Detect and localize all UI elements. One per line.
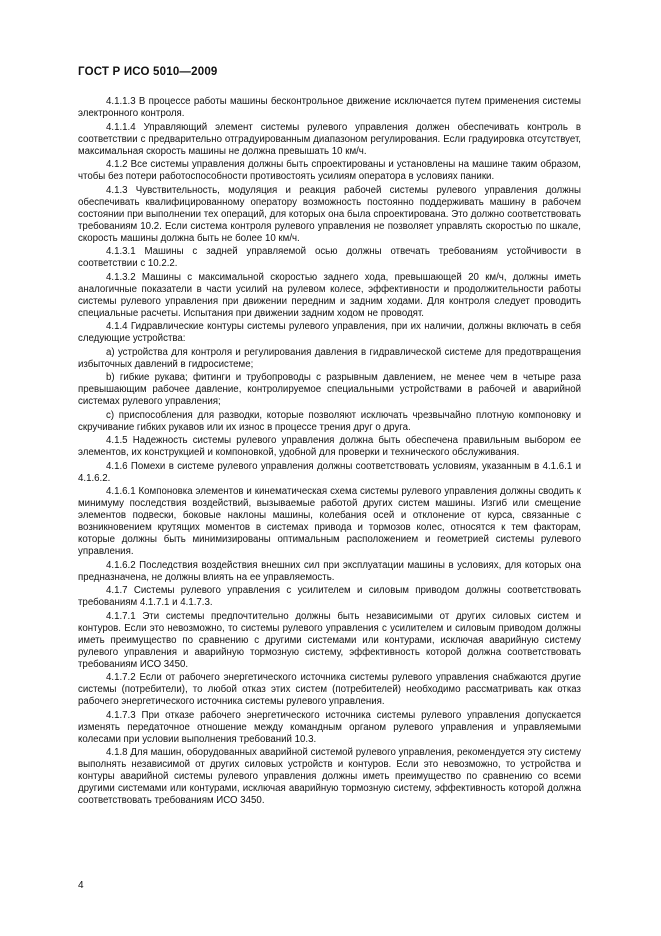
paragraph-4-1-3: 4.1.3 Чувствительность, модуляция и реакция рабочей системы рулевого управления должны обеспечивать квалифицированному оператору возможность постоянно поддерживать машину в рабочем состоянии при выполнении тех операций, для которых она была спроектирована. Это должно соответствовать требованиям 10.2. Если система контроля рулевого управления не позволяет управлять скоростью по шкале, скорость машины должна быть не более 10 км/ч. — [78, 184, 581, 244]
paragraph-4-1-3-1: 4.1.3.1 Машины с задней управляемой осью должны отвечать требованиям устойчивости в соответствии с 10.2.2. — [78, 246, 581, 269]
paragraph-4-1-7-1: 4.1.7.1 Эти системы предпочтительно должны быть независимыми от других силовых систем и контуров. Если это невозможно, то системы рулевого управления с усилителем и силовым приводом должны иметь преимущество по сравнению с другими системами или контурами, исключая аварийную систему рулевого управления и аварийную тормозную систему, эффективность которой должна соответствовать требованиям ИСО 3450. — [78, 610, 581, 670]
paragraph-4-1-4: 4.1.4 Гидравлические контуры системы рулевого управления, при их наличии, должны включать в себя следующие устройства: — [78, 321, 581, 344]
document-body — [78, 96, 581, 809]
document-header: ГОСТ Р ИСО 5010—2009 — [78, 66, 218, 78]
paragraph-4-1-2: 4.1.2 Все системы управления должны быть спроектированы и установлены на машине таким образом, чтобы без потери работоспособности противостоять усилиям оператора в условиях паники. — [78, 159, 581, 182]
paragraph-4-1-1-4: 4.1.1.4 Управляющий элемент системы рулевого управления должен обеспечивать контроль в соответствии с предварительно отградуированным диапазоном регулирования. Если градуировка отсутствует, максимальная скорость машины не должна превышать 10 км/ч. — [78, 121, 581, 157]
paragraph-4-1-8: 4.1.8 Для машин, оборудованных аварийной системой рулевого управления, рекомендуется эту систему выполнять независимой от других силовых устройств и контуров. Если это невозможно, то устройства и контуры аварийной системы рулевого управления должны иметь преимущество по сравнению со всеми другими системами или контурами, исключая аварийную тормозную систему, эффективность которой должна соответствовать требованиям ИСО 3450. — [78, 747, 581, 806]
list-item-a: a) устройства для контроля и регулирования давления в гидравлической системе для предотвращения избыточных давлений в гидросистеме; — [78, 346, 581, 370]
paragraph-4-1-1-3: 4.1.1.3 В процессе работы машины бесконтрольное движение исключается путем применения системы электронного контроля. — [78, 96, 581, 119]
page-number: 4 — [78, 880, 84, 891]
paragraph-4-1-3-2: 4.1.3.2 Машины с максимальной скоростью заднего хода, превышающей 20 км/ч, должны иметь аналогичные показатели в части усилий на рулевом колесе, эффективности и продолжительности работы системы рулевого управления при движении передним и задним ходами. Для контроля следует проводить специальные расчеты. Испытания при движении задним ходом не проводят. — [78, 271, 581, 319]
paragraph-4-1-7-3: 4.1.7.3 При отказе рабочего энергетического источника системы рулевого управления допускается изменять передаточное отношение между командным органом рулевого управления и управляемыми колесами при условии выполнения требований 10.3. — [78, 709, 581, 745]
list-item-c: c) приспособления для разводки, которые позволяют исключать чрезвычайно плотную компоновку и скручивание гибких рукавов или их износ в процессе трения друг о друга. — [78, 409, 581, 433]
paragraph-4-1-7-2: 4.1.7.2 Если от рабочего энергетического источника системы рулевого управления снабжаются другие системы (потребители), то любой отказ этих систем (потребителей) необходимо рассматривать как отказ рабочего энергетического источника системы рулевого управления. — [78, 672, 581, 707]
paragraph-4-1-5: 4.1.5 Надежность системы рулевого управления должна быть обеспечена правильным выбором ее элементов, их конструкцией и компоновкой, удобной для проверки и технического обслуживания. — [78, 435, 581, 458]
paragraph-4-1-7: 4.1.7 Системы рулевого управления с усилителем и силовым приводом должны соответствовать требованиям 4.1.7.1 и 4.1.7.3. — [78, 585, 581, 608]
list-item-b: b) гибкие рукава; фитинги и трубопроводы с разрывным давлением, не менее чем в четыре раза превышающим рабочее давление, контролируемое специальными устройствами в рабочей и аварийной системах рулевого управления; — [78, 372, 581, 407]
paragraph-4-1-6-2: 4.1.6.2 Последствия воздействия внешних сил при эксплуатации машины в условиях, для которых она предназначена, не должны влиять на ее управляемость. — [78, 559, 581, 583]
paragraph-4-1-6-1: 4.1.6.1 Компоновка элементов и кинематическая схема системы рулевого управления должны сводить к минимуму последствия воздействий, вызываемые работой других систем машины. Изгиб или смещение элементов подвески, боковые наклоны машины, колебания осей и отклонение от курса, связанные с возникновением крутящих моментов в системах привода и тормозов колес, относятся к тем факторам, которые должны быть минимизированы оптимальным расположением и геометрией системы рулевого управления. — [78, 486, 581, 557]
paragraph-4-1-6: 4.1.6 Помехи в системе рулевого управления должны соответствовать условиям, указанным в 4.1.6.1 и 4.1.6.2. — [78, 460, 581, 484]
